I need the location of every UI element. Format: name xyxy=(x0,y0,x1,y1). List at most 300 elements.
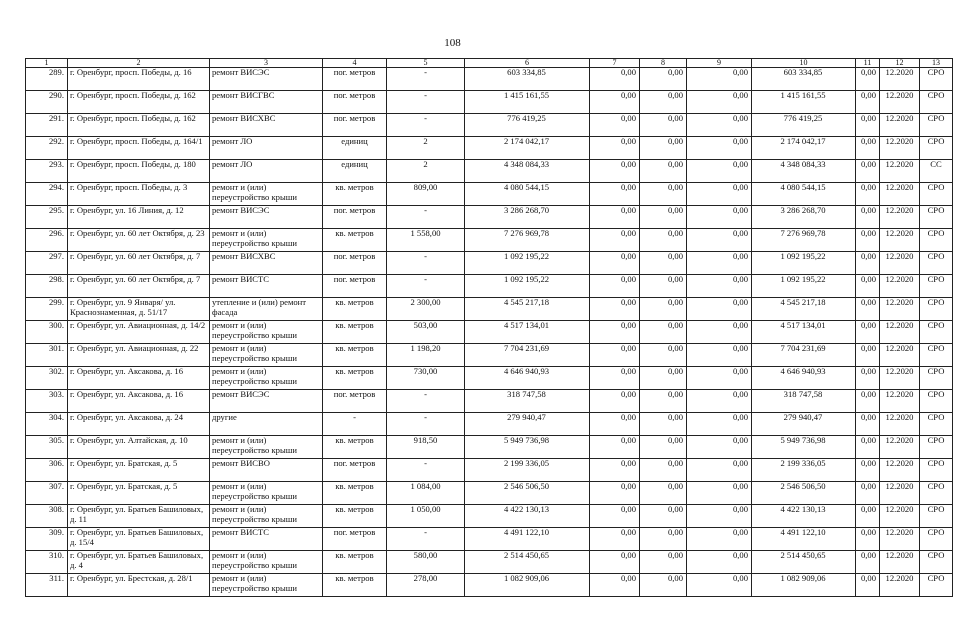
address-cell: г. Оренбург, ул. Авиационная, д. 22 xyxy=(68,344,210,367)
total-cost-cell: 1 415 161,55 xyxy=(465,91,590,114)
fund-cell: 0,00 xyxy=(590,505,640,528)
budget-subject-cell: 0,00 xyxy=(640,321,687,344)
budget-local-cell: 0,00 xyxy=(687,551,752,574)
unit-cell: кв. метров xyxy=(323,574,387,597)
owner-funds-cell: 776 419,25 xyxy=(752,114,856,137)
quantity-cell: - xyxy=(387,528,465,551)
row-number-cell: 302. xyxy=(26,367,68,390)
quantity-cell: 580,00 xyxy=(387,551,465,574)
work-type-cell: ремонт и (или) переустройство крыши xyxy=(210,367,323,390)
completion-date-cell: 12.2020 xyxy=(880,321,920,344)
total-cost-cell: 1 082 909,06 xyxy=(465,574,590,597)
other-funds-cell: 0,00 xyxy=(856,206,880,229)
table-row xyxy=(26,298,953,321)
column-header: 13 xyxy=(920,59,953,68)
total-cost-cell: 1 092 195,22 xyxy=(465,275,590,298)
other-funds-cell: 0,00 xyxy=(856,114,880,137)
budget-local-cell: 0,00 xyxy=(687,321,752,344)
method-cell: СРО xyxy=(920,206,953,229)
fund-cell: 0,00 xyxy=(590,321,640,344)
fund-cell: 0,00 xyxy=(590,298,640,321)
quantity-cell: 730,00 xyxy=(387,367,465,390)
address-cell: г. Оренбург, ул. Алтайская, д. 10 xyxy=(68,436,210,459)
address-cell: г. Оренбург, ул. Братская, д. 5 xyxy=(68,482,210,505)
quantity-cell: - xyxy=(387,275,465,298)
owner-funds-cell: 3 286 268,70 xyxy=(752,206,856,229)
table-row xyxy=(26,574,953,597)
row-number-cell: 309. xyxy=(26,528,68,551)
method-cell: СРО xyxy=(920,137,953,160)
owner-funds-cell: 603 334,85 xyxy=(752,68,856,91)
other-funds-cell: 0,00 xyxy=(856,160,880,183)
other-funds-cell: 0,00 xyxy=(856,551,880,574)
budget-local-cell: 0,00 xyxy=(687,528,752,551)
work-type-cell: ремонт и (или) переустройство крыши xyxy=(210,321,323,344)
unit-cell: пог. метров xyxy=(323,528,387,551)
completion-date-cell: 12.2020 xyxy=(880,114,920,137)
address-cell: г. Оренбург, просп. Победы, д. 16 xyxy=(68,68,210,91)
fund-cell: 0,00 xyxy=(590,436,640,459)
row-number-cell: 310. xyxy=(26,551,68,574)
table-row xyxy=(26,252,953,275)
other-funds-cell: 0,00 xyxy=(856,459,880,482)
unit-cell: пог. метров xyxy=(323,114,387,137)
work-type-cell: ремонт и (или) переустройство крыши xyxy=(210,229,323,252)
completion-date-cell: 12.2020 xyxy=(880,206,920,229)
method-cell: СРО xyxy=(920,482,953,505)
completion-date-cell: 12.2020 xyxy=(880,367,920,390)
budget-local-cell: 0,00 xyxy=(687,206,752,229)
row-number-cell: 301. xyxy=(26,344,68,367)
quantity-cell: 1 084,00 xyxy=(387,482,465,505)
row-number-cell: 294. xyxy=(26,183,68,206)
method-cell: СРО xyxy=(920,367,953,390)
method-cell: СРО xyxy=(920,551,953,574)
owner-funds-cell: 2 199 336,05 xyxy=(752,459,856,482)
budget-subject-cell: 0,00 xyxy=(640,137,687,160)
column-header: 3 xyxy=(210,59,323,68)
work-type-cell: ремонт и (или) переустройство крыши xyxy=(210,505,323,528)
other-funds-cell: 0,00 xyxy=(856,436,880,459)
budget-local-cell: 0,00 xyxy=(687,413,752,436)
work-type-cell: ремонт ВИСВО xyxy=(210,459,323,482)
method-cell: СРО xyxy=(920,574,953,597)
address-cell: г. Оренбург, ул. 60 лет Октября, д. 7 xyxy=(68,252,210,275)
other-funds-cell: 0,00 xyxy=(856,68,880,91)
work-type-cell: другие xyxy=(210,413,323,436)
unit-cell: кв. метров xyxy=(323,298,387,321)
row-number-cell: 304. xyxy=(26,413,68,436)
address-cell: г. Оренбург, ул. Братьев Башиловых, д. 11 xyxy=(68,505,210,528)
other-funds-cell: 0,00 xyxy=(856,390,880,413)
other-funds-cell: 0,00 xyxy=(856,275,880,298)
completion-date-cell: 12.2020 xyxy=(880,413,920,436)
quantity-cell: - xyxy=(387,91,465,114)
method-cell: СРО xyxy=(920,183,953,206)
fund-cell: 0,00 xyxy=(590,482,640,505)
unit-cell: пог. метров xyxy=(323,252,387,275)
address-cell: г. Оренбург, ул. 16 Линия, д. 12 xyxy=(68,206,210,229)
table-row xyxy=(26,137,953,160)
table-row xyxy=(26,551,953,574)
budget-subject-cell: 0,00 xyxy=(640,528,687,551)
unit-cell: кв. метров xyxy=(323,183,387,206)
quantity-cell: 809,00 xyxy=(387,183,465,206)
fund-cell: 0,00 xyxy=(590,68,640,91)
other-funds-cell: 0,00 xyxy=(856,482,880,505)
address-cell: г. Оренбург, просп. Победы, д. 162 xyxy=(68,91,210,114)
budget-subject-cell: 0,00 xyxy=(640,229,687,252)
quantity-cell: - xyxy=(387,68,465,91)
method-cell: СРО xyxy=(920,413,953,436)
quantity-cell: - xyxy=(387,252,465,275)
owner-funds-cell: 1 082 909,06 xyxy=(752,574,856,597)
other-funds-cell: 0,00 xyxy=(856,528,880,551)
quantity-cell: - xyxy=(387,390,465,413)
unit-cell: единиц xyxy=(323,160,387,183)
quantity-cell: 2 xyxy=(387,160,465,183)
budget-subject-cell: 0,00 xyxy=(640,206,687,229)
owner-funds-cell: 5 949 736,98 xyxy=(752,436,856,459)
other-funds-cell: 0,00 xyxy=(856,183,880,206)
other-funds-cell: 0,00 xyxy=(856,137,880,160)
unit-cell: кв. метров xyxy=(323,482,387,505)
row-number-cell: 289. xyxy=(26,68,68,91)
budget-local-cell: 0,00 xyxy=(687,91,752,114)
table-row xyxy=(26,390,953,413)
column-header: 5 xyxy=(387,59,465,68)
total-cost-cell: 7 704 231,69 xyxy=(465,344,590,367)
method-cell: СРО xyxy=(920,528,953,551)
address-cell: г. Оренбург, ул. Брестская, д. 28/1 xyxy=(68,574,210,597)
budget-subject-cell: 0,00 xyxy=(640,505,687,528)
owner-funds-cell: 7 276 969,78 xyxy=(752,229,856,252)
row-number-cell: 306. xyxy=(26,459,68,482)
budget-subject-cell: 0,00 xyxy=(640,459,687,482)
address-cell: г. Оренбург, ул. Аксакова, д. 24 xyxy=(68,413,210,436)
owner-funds-cell: 2 174 042,17 xyxy=(752,137,856,160)
quantity-cell: 1 198,20 xyxy=(387,344,465,367)
completion-date-cell: 12.2020 xyxy=(880,436,920,459)
owner-funds-cell: 4 545 217,18 xyxy=(752,298,856,321)
table-row xyxy=(26,367,953,390)
budget-subject-cell: 0,00 xyxy=(640,298,687,321)
total-cost-cell: 5 949 736,98 xyxy=(465,436,590,459)
repair-program-table-container xyxy=(25,58,945,597)
completion-date-cell: 12.2020 xyxy=(880,183,920,206)
address-cell: г. Оренбург, ул. Братская, д. 5 xyxy=(68,459,210,482)
unit-cell: кв. метров xyxy=(323,321,387,344)
work-type-cell: ремонт ВИСТС xyxy=(210,275,323,298)
completion-date-cell: 12.2020 xyxy=(880,68,920,91)
work-type-cell: ремонт ВИСЭС xyxy=(210,390,323,413)
budget-subject-cell: 0,00 xyxy=(640,574,687,597)
unit-cell: пог. метров xyxy=(323,91,387,114)
fund-cell: 0,00 xyxy=(590,574,640,597)
table-row xyxy=(26,275,953,298)
quantity-cell: 278,00 xyxy=(387,574,465,597)
budget-local-cell: 0,00 xyxy=(687,68,752,91)
unit-cell: кв. метров xyxy=(323,344,387,367)
fund-cell: 0,00 xyxy=(590,183,640,206)
work-type-cell: ремонт и (или) переустройство крыши xyxy=(210,183,323,206)
work-type-cell: ремонт и (или) переустройство крыши xyxy=(210,551,323,574)
method-cell: СРО xyxy=(920,321,953,344)
quantity-cell: 503,00 xyxy=(387,321,465,344)
work-type-cell: ремонт и (или) переустройство крыши xyxy=(210,344,323,367)
table-row xyxy=(26,505,953,528)
other-funds-cell: 0,00 xyxy=(856,298,880,321)
budget-local-cell: 0,00 xyxy=(687,344,752,367)
fund-cell: 0,00 xyxy=(590,229,640,252)
fund-cell: 0,00 xyxy=(590,413,640,436)
row-number-cell: 295. xyxy=(26,206,68,229)
other-funds-cell: 0,00 xyxy=(856,252,880,275)
other-funds-cell: 0,00 xyxy=(856,367,880,390)
table-row xyxy=(26,321,953,344)
address-cell: г. Оренбург, ул. Аксакова, д. 16 xyxy=(68,390,210,413)
fund-cell: 0,00 xyxy=(590,114,640,137)
fund-cell: 0,00 xyxy=(590,459,640,482)
method-cell: СРО xyxy=(920,344,953,367)
completion-date-cell: 12.2020 xyxy=(880,344,920,367)
quantity-cell: 2 300,00 xyxy=(387,298,465,321)
fund-cell: 0,00 xyxy=(590,551,640,574)
budget-subject-cell: 0,00 xyxy=(640,91,687,114)
method-cell: СС xyxy=(920,160,953,183)
column-header: 7 xyxy=(590,59,640,68)
work-type-cell: утепление и (или) ремонт фасада xyxy=(210,298,323,321)
completion-date-cell: 12.2020 xyxy=(880,275,920,298)
quantity-cell: 2 xyxy=(387,137,465,160)
row-number-cell: 303. xyxy=(26,390,68,413)
work-type-cell: ремонт ЛО xyxy=(210,160,323,183)
row-number-cell: 296. xyxy=(26,229,68,252)
table-row xyxy=(26,528,953,551)
quantity-cell: 1 558,00 xyxy=(387,229,465,252)
other-funds-cell: 0,00 xyxy=(856,321,880,344)
completion-date-cell: 12.2020 xyxy=(880,137,920,160)
other-funds-cell: 0,00 xyxy=(856,229,880,252)
completion-date-cell: 12.2020 xyxy=(880,551,920,574)
table-row xyxy=(26,459,953,482)
row-number-cell: 299. xyxy=(26,298,68,321)
work-type-cell: ремонт ВИСТС xyxy=(210,528,323,551)
table-row xyxy=(26,344,953,367)
work-type-cell: ремонт и (или) переустройство крыши xyxy=(210,574,323,597)
work-type-cell: ремонт ЛО xyxy=(210,137,323,160)
fund-cell: 0,00 xyxy=(590,528,640,551)
total-cost-cell: 4 646 940,93 xyxy=(465,367,590,390)
owner-funds-cell: 2 514 450,65 xyxy=(752,551,856,574)
work-type-cell: ремонт ВИСЭС xyxy=(210,206,323,229)
table-row xyxy=(26,229,953,252)
completion-date-cell: 12.2020 xyxy=(880,91,920,114)
method-cell: СРО xyxy=(920,68,953,91)
table-row xyxy=(26,413,953,436)
address-cell: г. Оренбург, просп. Победы, д. 3 xyxy=(68,183,210,206)
work-type-cell: ремонт и (или) переустройство крыши xyxy=(210,436,323,459)
address-cell: г. Оренбург, ул. Авиационная, д. 14/2 xyxy=(68,321,210,344)
budget-local-cell: 0,00 xyxy=(687,367,752,390)
owner-funds-cell: 7 704 231,69 xyxy=(752,344,856,367)
owner-funds-cell: 1 415 161,55 xyxy=(752,91,856,114)
unit-cell: единиц xyxy=(323,137,387,160)
budget-subject-cell: 0,00 xyxy=(640,367,687,390)
column-header: 12 xyxy=(880,59,920,68)
owner-funds-cell: 1 092 195,22 xyxy=(752,252,856,275)
row-number-cell: 311. xyxy=(26,574,68,597)
budget-local-cell: 0,00 xyxy=(687,229,752,252)
address-cell: г. Оренбург, ул. 60 лет Октября, д. 7 xyxy=(68,275,210,298)
address-cell: г. Оренбург, ул. Аксакова, д. 16 xyxy=(68,367,210,390)
total-cost-cell: 4 491 122,10 xyxy=(465,528,590,551)
work-type-cell: ремонт ВИСХВС xyxy=(210,252,323,275)
row-number-cell: 305. xyxy=(26,436,68,459)
quantity-cell: 918,50 xyxy=(387,436,465,459)
total-cost-cell: 603 334,85 xyxy=(465,68,590,91)
unit-cell: кв. метров xyxy=(323,436,387,459)
method-cell: СРО xyxy=(920,275,953,298)
work-type-cell: ремонт ВИСГВС xyxy=(210,91,323,114)
method-cell: СРО xyxy=(920,505,953,528)
owner-funds-cell: 318 747,58 xyxy=(752,390,856,413)
completion-date-cell: 12.2020 xyxy=(880,528,920,551)
row-number-cell: 291. xyxy=(26,114,68,137)
budget-local-cell: 0,00 xyxy=(687,574,752,597)
unit-cell: кв. метров xyxy=(323,229,387,252)
budget-subject-cell: 0,00 xyxy=(640,413,687,436)
other-funds-cell: 0,00 xyxy=(856,505,880,528)
address-cell: г. Оренбург, просп. Победы, д. 162 xyxy=(68,114,210,137)
total-cost-cell: 2 174 042,17 xyxy=(465,137,590,160)
budget-local-cell: 0,00 xyxy=(687,114,752,137)
row-number-cell: 293. xyxy=(26,160,68,183)
completion-date-cell: 12.2020 xyxy=(880,390,920,413)
method-cell: СРО xyxy=(920,114,953,137)
table-row xyxy=(26,482,953,505)
completion-date-cell: 12.2020 xyxy=(880,574,920,597)
budget-subject-cell: 0,00 xyxy=(640,275,687,298)
method-cell: СРО xyxy=(920,298,953,321)
budget-subject-cell: 0,00 xyxy=(640,436,687,459)
total-cost-cell: 4 545 217,18 xyxy=(465,298,590,321)
other-funds-cell: 0,00 xyxy=(856,344,880,367)
budget-subject-cell: 0,00 xyxy=(640,551,687,574)
budget-subject-cell: 0,00 xyxy=(640,183,687,206)
budget-local-cell: 0,00 xyxy=(687,390,752,413)
total-cost-cell: 4 080 544,15 xyxy=(465,183,590,206)
table-row xyxy=(26,68,953,91)
unit-cell: - xyxy=(323,413,387,436)
owner-funds-cell: 279 940,47 xyxy=(752,413,856,436)
total-cost-cell: 3 286 268,70 xyxy=(465,206,590,229)
owner-funds-cell: 4 348 084,33 xyxy=(752,160,856,183)
quantity-cell: 1 050,00 xyxy=(387,505,465,528)
method-cell: СРО xyxy=(920,436,953,459)
budget-subject-cell: 0,00 xyxy=(640,252,687,275)
work-type-cell: ремонт ВИСЭС xyxy=(210,68,323,91)
row-number-cell: 297. xyxy=(26,252,68,275)
budget-local-cell: 0,00 xyxy=(687,505,752,528)
unit-cell: пог. метров xyxy=(323,275,387,298)
budget-subject-cell: 0,00 xyxy=(640,390,687,413)
address-cell: г. Оренбург, ул. 9 Января/ ул. Краснознаменная, д. 51/17 xyxy=(68,298,210,321)
column-header: 9 xyxy=(687,59,752,68)
table-row xyxy=(26,183,953,206)
owner-funds-cell: 4 080 544,15 xyxy=(752,183,856,206)
address-cell: г. Оренбург, ул. 60 лет Октября, д. 23 xyxy=(68,229,210,252)
total-cost-cell: 318 747,58 xyxy=(465,390,590,413)
method-cell: СРО xyxy=(920,459,953,482)
address-cell: г. Оренбург, ул. Братьев Башиловых, д. 4 xyxy=(68,551,210,574)
page-number: 108 xyxy=(444,37,461,49)
fund-cell: 0,00 xyxy=(590,252,640,275)
budget-local-cell: 0,00 xyxy=(687,298,752,321)
row-number-cell: 298. xyxy=(26,275,68,298)
fund-cell: 0,00 xyxy=(590,160,640,183)
column-header: 2 xyxy=(68,59,210,68)
other-funds-cell: 0,00 xyxy=(856,574,880,597)
quantity-cell: - xyxy=(387,459,465,482)
owner-funds-cell: 4 422 130,13 xyxy=(752,505,856,528)
completion-date-cell: 12.2020 xyxy=(880,482,920,505)
other-funds-cell: 0,00 xyxy=(856,91,880,114)
fund-cell: 0,00 xyxy=(590,390,640,413)
row-number-cell: 292. xyxy=(26,137,68,160)
budget-local-cell: 0,00 xyxy=(687,459,752,482)
budget-local-cell: 0,00 xyxy=(687,482,752,505)
table-row xyxy=(26,160,953,183)
budget-subject-cell: 0,00 xyxy=(640,68,687,91)
total-cost-cell: 4 422 130,13 xyxy=(465,505,590,528)
address-cell: г. Оренбург, просп. Победы, д. 164/1 xyxy=(68,137,210,160)
total-cost-cell: 7 276 969,78 xyxy=(465,229,590,252)
other-funds-cell: 0,00 xyxy=(856,413,880,436)
completion-date-cell: 12.2020 xyxy=(880,298,920,321)
unit-cell: кв. метров xyxy=(323,551,387,574)
address-cell: г. Оренбург, просп. Победы, д. 180 xyxy=(68,160,210,183)
method-cell: СРО xyxy=(920,252,953,275)
budget-local-cell: 0,00 xyxy=(687,275,752,298)
unit-cell: пог. метров xyxy=(323,206,387,229)
method-cell: СРО xyxy=(920,390,953,413)
quantity-cell: - xyxy=(387,206,465,229)
total-cost-cell: 776 419,25 xyxy=(465,114,590,137)
method-cell: СРО xyxy=(920,91,953,114)
unit-cell: кв. метров xyxy=(323,505,387,528)
address-cell: г. Оренбург, ул. Братьев Башиловых, д. 15/4 xyxy=(68,528,210,551)
quantity-cell: - xyxy=(387,114,465,137)
row-number-cell: 308. xyxy=(26,505,68,528)
owner-funds-cell: 4 517 134,01 xyxy=(752,321,856,344)
table-row xyxy=(26,91,953,114)
budget-local-cell: 0,00 xyxy=(687,160,752,183)
budget-local-cell: 0,00 xyxy=(687,436,752,459)
completion-date-cell: 12.2020 xyxy=(880,505,920,528)
fund-cell: 0,00 xyxy=(590,91,640,114)
unit-cell: кв. метров xyxy=(323,367,387,390)
budget-local-cell: 0,00 xyxy=(687,183,752,206)
owner-funds-cell: 1 092 195,22 xyxy=(752,275,856,298)
column-header: 10 xyxy=(752,59,856,68)
total-cost-cell: 279 940,47 xyxy=(465,413,590,436)
unit-cell: пог. метров xyxy=(323,68,387,91)
method-cell: СРО xyxy=(920,229,953,252)
total-cost-cell: 2 546 506,50 xyxy=(465,482,590,505)
table-row xyxy=(26,206,953,229)
completion-date-cell: 12.2020 xyxy=(880,459,920,482)
